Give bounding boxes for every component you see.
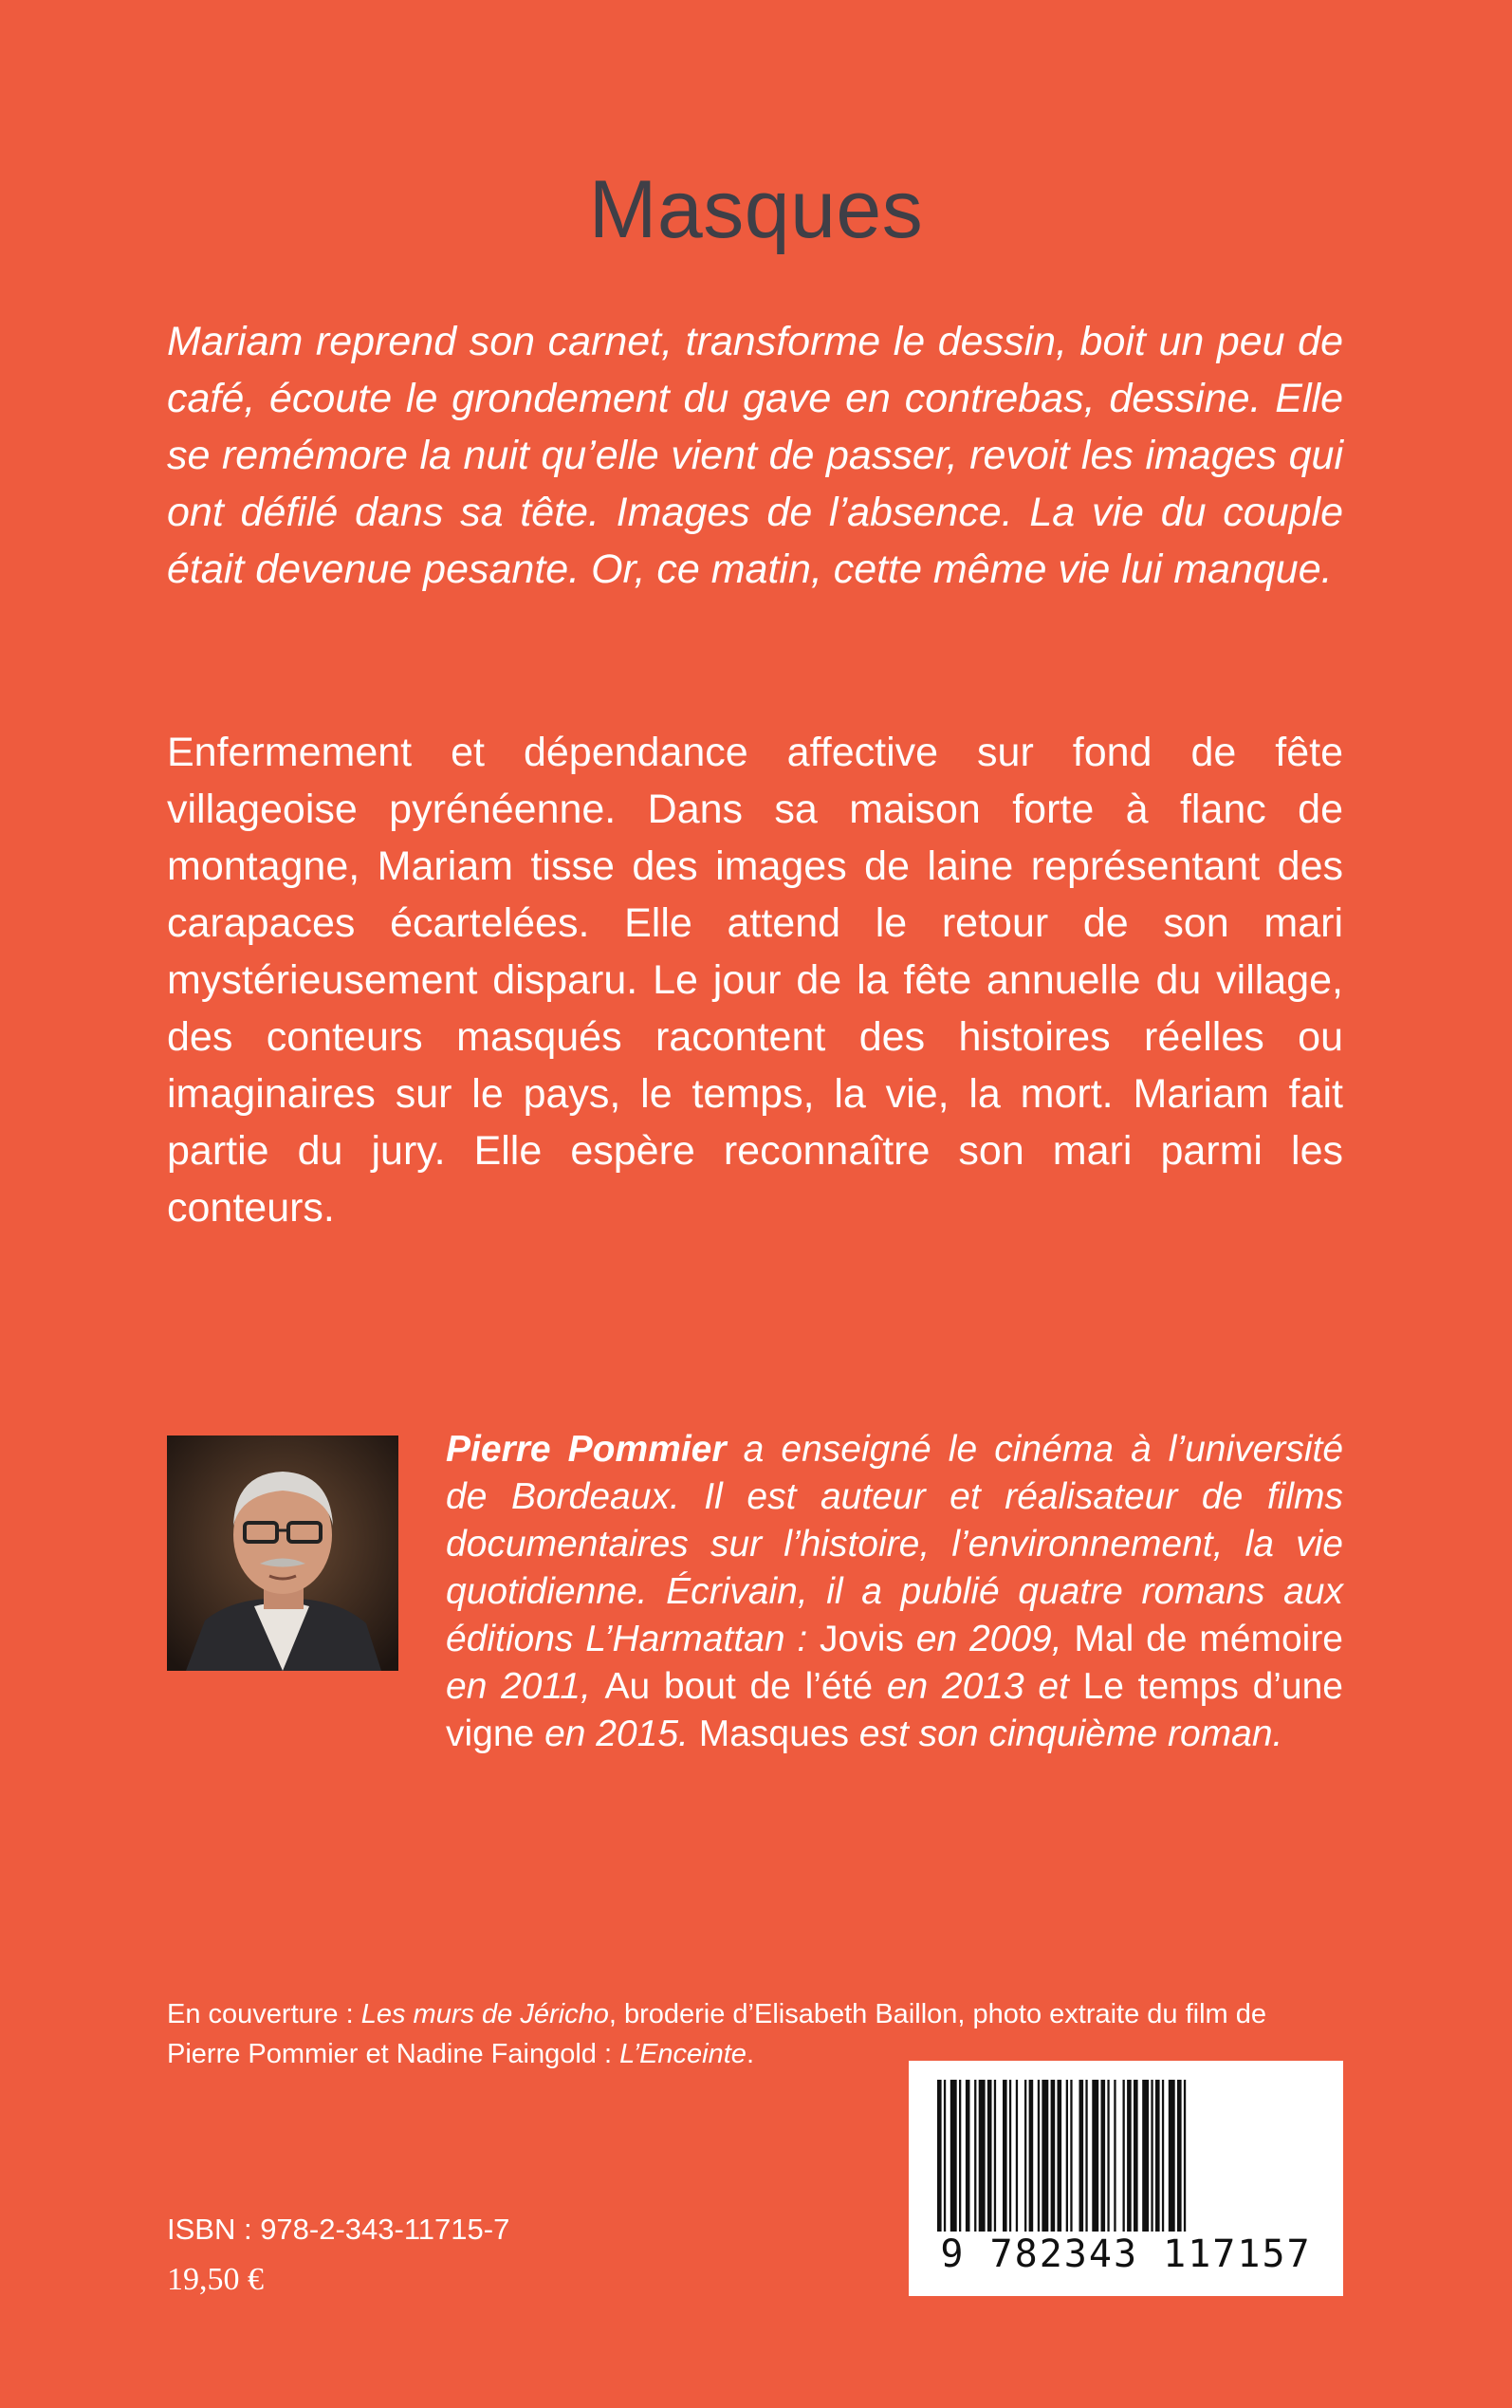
bio-year-4: en 2015.	[534, 1713, 699, 1754]
barcode	[909, 2061, 1343, 2296]
barcode-bar	[1085, 2080, 1087, 2232]
barcode-bar	[950, 2080, 957, 2232]
barcode-bar	[1177, 2080, 1182, 2232]
barcode-bar	[1042, 2080, 1048, 2232]
barcode-digits: 9 782343 117157	[940, 2232, 1312, 2276]
barcode-bar	[1162, 2080, 1164, 2232]
book-title-3: Au bout de l’été	[604, 1666, 874, 1707]
summary-paragraph: Enfermement et dépendance affective sur fond de fête villageoise pyrénéenne. Dans sa maison forte à flanc de montagne, Mariam tisse des images de laine représentant des carapaces écartelées. Elle attend le retour de son mari mystérieusement disparu. Le jour de la fête annuelle du village, des conteurs masqués racontent des histoires réelles ou imaginaires sur le pays, le temps, la vie, la mort. Mariam fait partie du jury. Elle espère reconnaître son mari parmi les conteurs.	[167, 730, 1343, 1231]
barcode-bar	[1151, 2080, 1152, 2232]
barcode-bars	[931, 2080, 1320, 2233]
bio-year-3: en 2013 et	[873, 1666, 1083, 1707]
credits-middle: , broderie d’Elisabeth Baillon, photo extraite du film de Pierre Pommier et Nadine Faingold :	[167, 1999, 1267, 2069]
barcode-bar	[1051, 2080, 1056, 2232]
barcode-bar	[974, 2080, 976, 2232]
barcode-bar	[1038, 2080, 1040, 2232]
credits-end: .	[746, 2039, 754, 2069]
barcode-bar	[1003, 2080, 1007, 2232]
barcode-bar	[1123, 2080, 1125, 2232]
barcode-bar	[1101, 2080, 1106, 2232]
barcode-bar	[1024, 2080, 1026, 2232]
author-photo	[167, 1436, 398, 1671]
barcode-bar	[1070, 2080, 1072, 2232]
barcode-bar	[1134, 2080, 1138, 2232]
barcode-bar	[1092, 2080, 1098, 2232]
barcode-bar	[966, 2080, 970, 2232]
barcode-bar	[1016, 2080, 1018, 2232]
barcode-bar	[994, 2080, 996, 2232]
bio-text: a enseigné le cinéma à l’université de Bordeaux. Il est auteur et réalisateur de films documentaires sur l’histoire, l’environnement, la vie quotidienne. Écrivain, il a publié quatre romans aux éditions L’Harmattan :	[446, 1429, 1344, 1659]
barcode-bar	[987, 2080, 992, 2232]
bio-year-1: en 2009,	[903, 1619, 1075, 1659]
credits-prefix: En couverture :	[167, 1999, 361, 2029]
barcode-bar	[1114, 2080, 1116, 2232]
barcode-bar	[1029, 2080, 1034, 2232]
price-label: 19,50 €	[167, 2262, 264, 2297]
barcode-bar	[959, 2080, 961, 2232]
barcode-bar	[1155, 2080, 1160, 2232]
credits-artwork: Les murs de Jéricho	[360, 1999, 609, 2029]
barcode-bar	[937, 2080, 942, 2232]
credits-film: L’Enceinte	[619, 2039, 747, 2069]
excerpt-paragraph: Mariam reprend son carnet, transforme le dessin, boit un peu de café, écoute le grondement du gave en contrebas, dessine. Elle se remémore la nuit qu’elle vient de passer, revoit les images qui ont défilé dans sa tête. Images de l’absence. La vie du couple était devenue pesante. Or, ce matin, cette même vie lui manque.	[167, 319, 1343, 592]
author-name: Pierre Pommier	[446, 1429, 727, 1470]
barcode-bar	[1107, 2080, 1109, 2232]
book-title-2: Mal de mémoire	[1074, 1619, 1343, 1659]
book-title: Masques	[588, 164, 924, 255]
bio-year-2: en 2011,	[446, 1666, 605, 1707]
author-portrait-image	[167, 1436, 398, 1671]
book-title-1: Jovis	[820, 1619, 904, 1659]
barcode-bar	[1142, 2080, 1149, 2232]
barcode-bar	[1058, 2080, 1062, 2232]
barcode-bar	[1009, 2080, 1011, 2232]
barcode-bar	[1079, 2080, 1084, 2232]
barcode-bar	[1066, 2080, 1068, 2232]
barcode-bar	[979, 2080, 986, 2232]
barcode-bar	[1127, 2080, 1132, 2232]
bio-closing: est son cinquième roman.	[848, 1713, 1283, 1754]
barcode-bar	[944, 2080, 946, 2232]
book-title-4: Le temps d’une vigne	[446, 1666, 1343, 1754]
book-title-5: Masques	[698, 1713, 849, 1754]
barcode-bar	[1184, 2080, 1186, 2232]
barcode-bar	[1169, 2080, 1175, 2232]
author-bio	[446, 1426, 1343, 1758]
isbn-label: ISBN : 978-2-343-11715-7	[167, 2213, 510, 2246]
